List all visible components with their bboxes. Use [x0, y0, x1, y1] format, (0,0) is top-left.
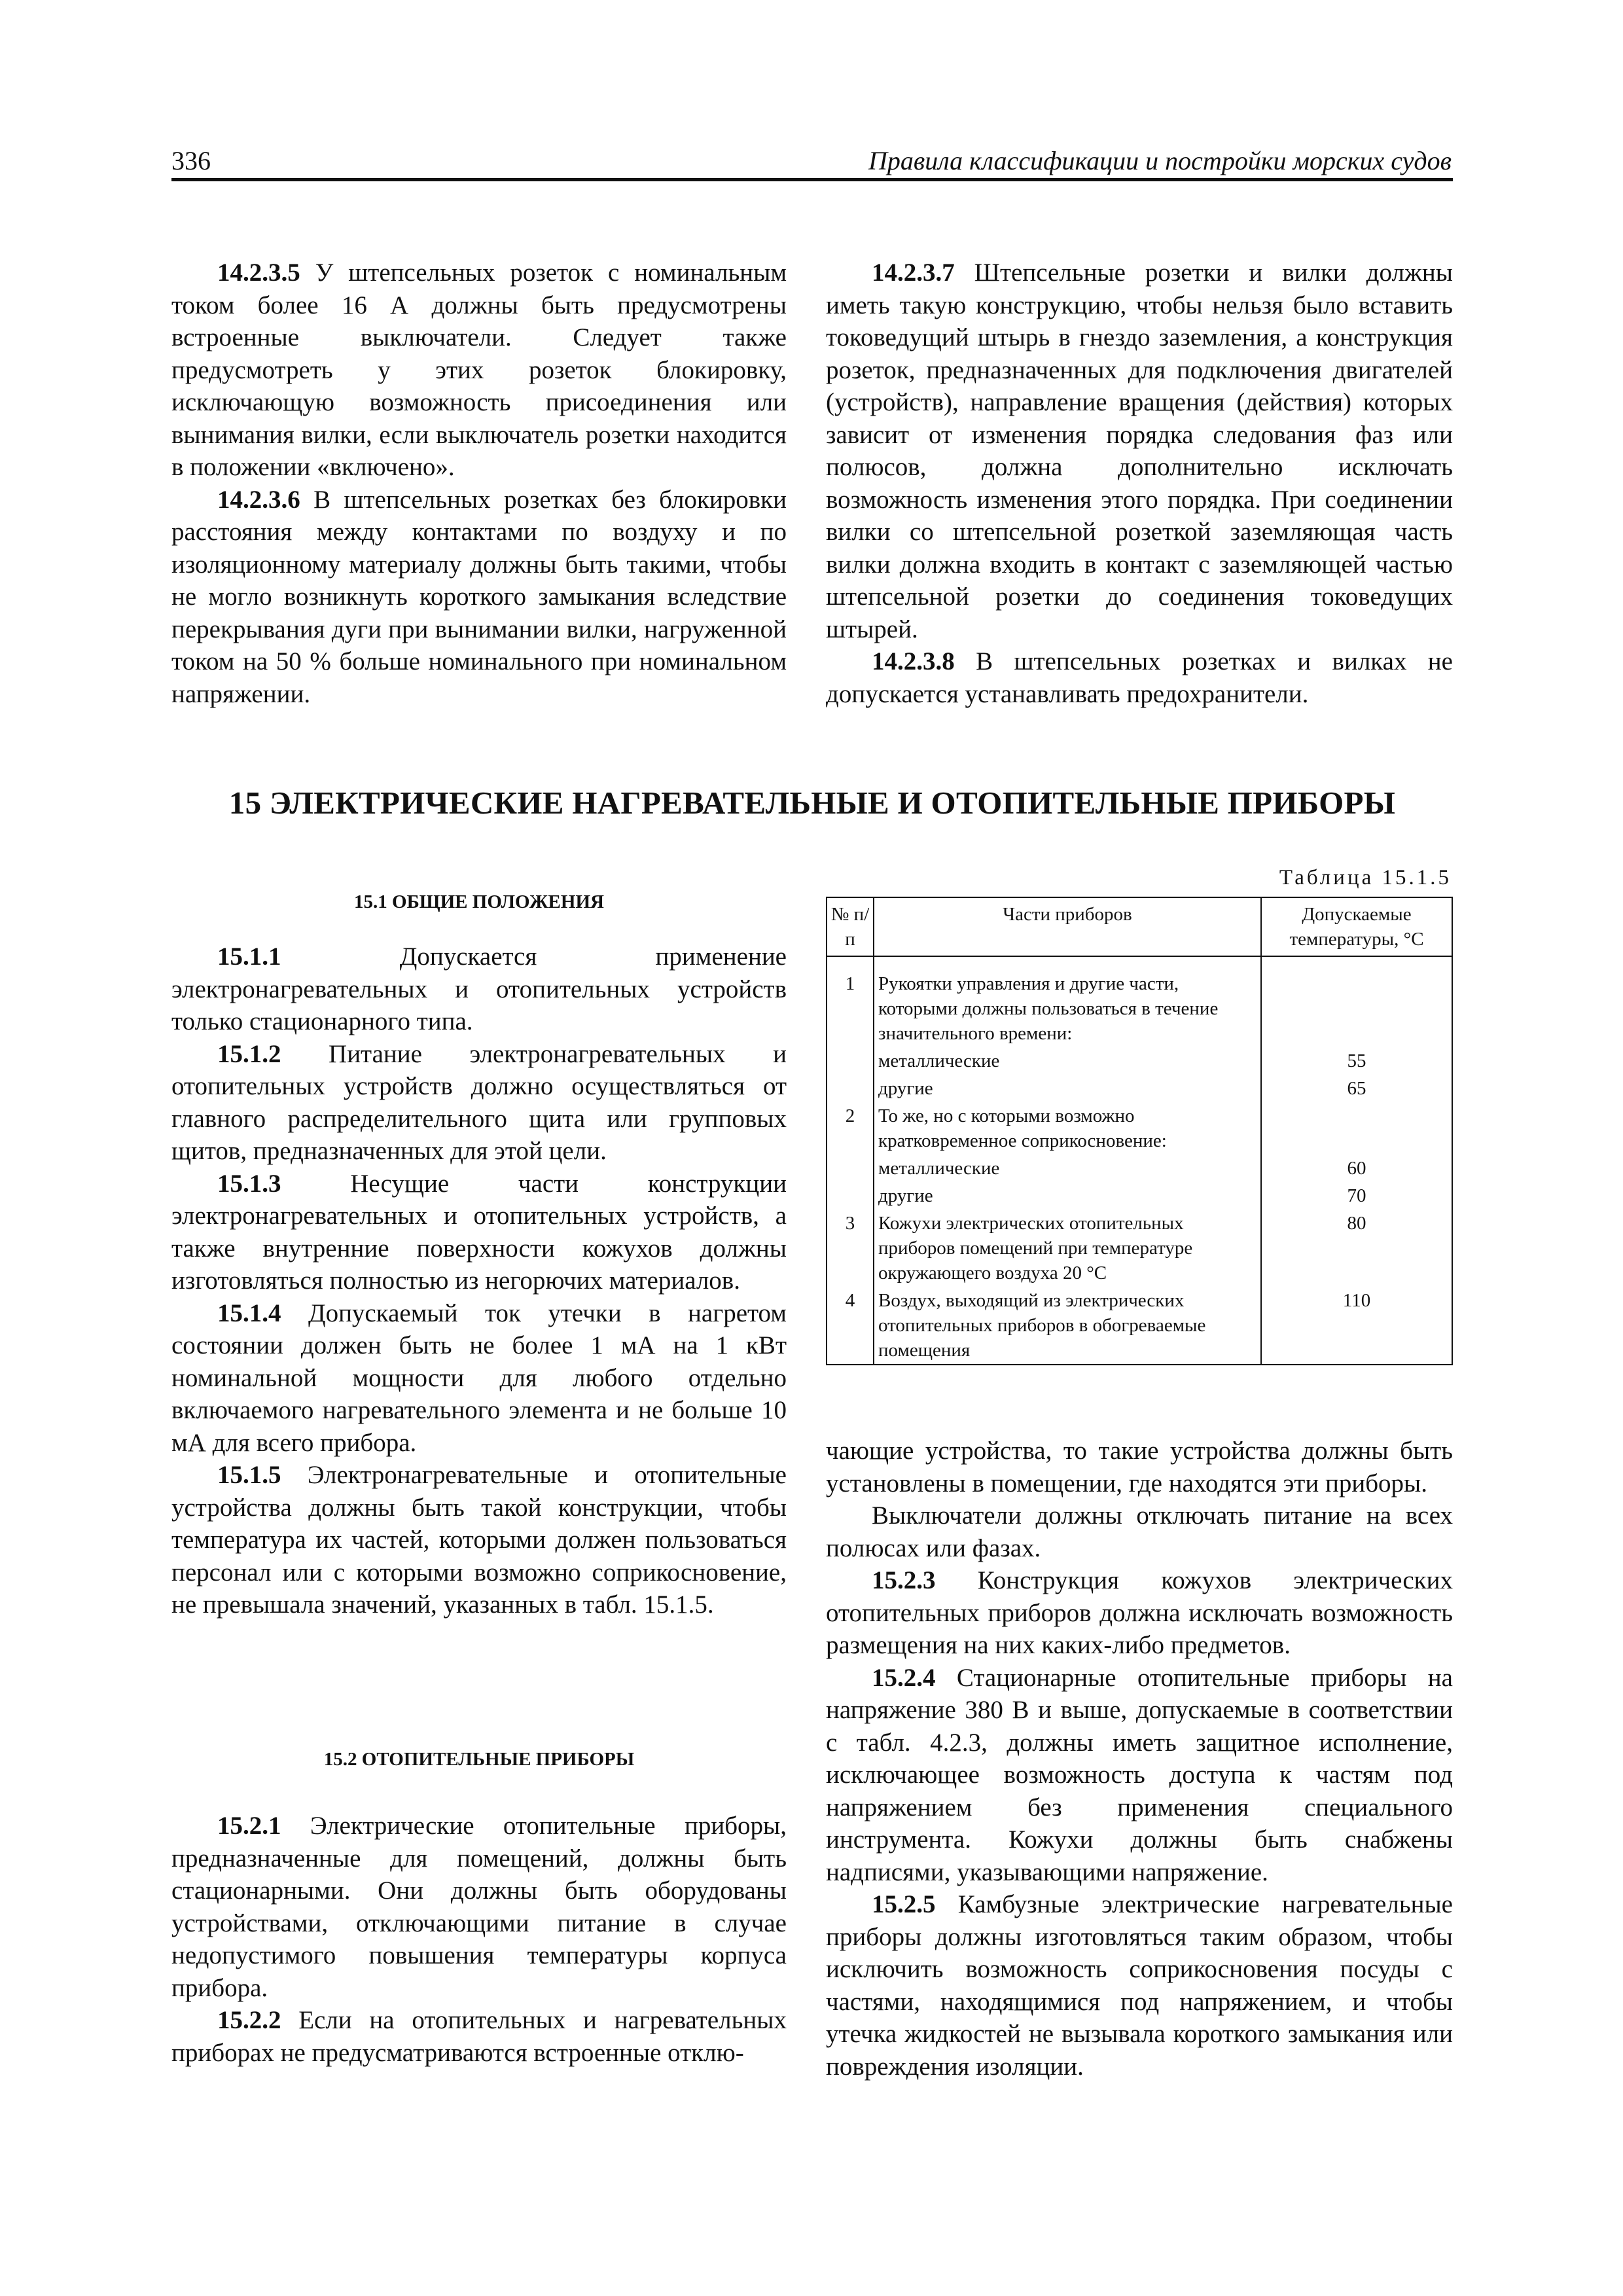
row-number: [827, 1155, 874, 1182]
table-header-row: [827, 897, 1452, 956]
clause-number: 15.2.5: [872, 1890, 936, 1918]
paragraph-text: чающие устройства, то такие устройства должны быть установлены в помещении, где находятся эти приборы.: [826, 1437, 1453, 1498]
header-rule: [171, 178, 1453, 181]
row-temperature: 110: [1261, 1287, 1452, 1365]
row-temperature: 60: [1261, 1155, 1452, 1182]
header-number: № п/п: [827, 897, 874, 956]
paragraph-text: Допускается применение электронагревательных и отопительных устройств только стационарного типа.: [171, 942, 787, 1035]
clause-number: 15.1.5: [217, 1461, 281, 1489]
paragraph-text: В штепсельных розетках и вилках не допускается устанавливать предохранители.: [826, 647, 1453, 708]
top-right-column: [826, 257, 1453, 710]
paragraph-text: Допускаемый ток утечки в нагретом состоянии должен быть не более 1 мА на 1 кВт номинальной мощности для любого отдельно включаемого нагревательного элемента и не больше 10 мА для всего прибора.: [171, 1299, 787, 1457]
paragraph-15-1-4: [171, 1297, 787, 1460]
paragraph-switches: [826, 1499, 1453, 1564]
row-part-description: другие: [874, 1182, 1261, 1210]
table-row: [827, 1047, 1452, 1075]
paragraph-text: Стационарные отопительные приборы на напряжение 380 В и выше, допускаемые в соответствии с табл. 4.2.3, должны иметь защитное исполнение, исключающее возможность доступа к частям под напряжением без применения специального инструмента. Кожухи должны быть снабжены надписями, указывающими напряжение.: [826, 1663, 1453, 1886]
header-temperature: Допускаемые температуры, °С: [1261, 897, 1452, 956]
section-15-1-body: [171, 941, 787, 1621]
clause-number: 15.1.4: [217, 1299, 281, 1327]
row-temperature: [1261, 1102, 1452, 1155]
paragraph-15-2-1: [171, 1810, 787, 2004]
table-body: [827, 956, 1452, 1365]
clause-number: 15.2.4: [872, 1663, 936, 1692]
table-row: [827, 1155, 1452, 1182]
section-title-15-1: 15.1 ОБЩИЕ ПОЛОЖЕНИЯ: [354, 891, 604, 912]
table-row: [827, 1182, 1452, 1210]
row-number: [827, 1047, 874, 1075]
row-part-description: другие: [874, 1075, 1261, 1102]
clause-number: 15.1.3: [217, 1169, 281, 1198]
table-row: [827, 956, 1452, 1047]
bottom-right-column: [826, 1435, 1453, 2083]
paragraph-14-2-3-8: [826, 645, 1453, 710]
paragraph-text: Камбузные электрические нагревательные приборы должны изготовляться таким образом, чтобы исключить возможность соприкосновения посуды с частями, находящимися под напряжением, и чтобы утечка жидкостей не вызывала короткого замыкания или повреждения изоляции.: [826, 1890, 1453, 2081]
header-parts: Части приборов: [874, 897, 1261, 956]
clause-number: 14.2.3.7: [872, 259, 955, 287]
chapter-title: 15 ЭЛЕКТРИЧЕСКИЕ НАГРЕВАТЕЛЬНЫЕ И ОТОПИТЕЛЬНЫЕ ПРИБОРЫ: [228, 785, 1396, 821]
paragraph-text: Электронагревательные и отопительные устройства должны быть такой конструкции, чтобы температура их частей, которыми должен пользоваться персонал или с которыми возможно соприкосновение, не превышала значений, указанных в табл. 15.1.5.: [171, 1461, 787, 1619]
row-part-description: Рукоятки управления и другие части, которыми должны пользоваться в течение значительного времени:: [874, 956, 1261, 1047]
paragraph-text: Выключатели должны отключать питание на всех полюсах или фазах.: [826, 1501, 1453, 1562]
row-temperature: 70: [1261, 1182, 1452, 1210]
row-part-description: То же, но с которыми возможно кратковременное соприкосновение:: [874, 1102, 1261, 1155]
row-number: 1: [827, 956, 874, 1047]
row-part-description: Кожухи электрических отопительных приборов помещений при температуре окружающего воздуха 20 °С: [874, 1210, 1261, 1287]
paragraph-text: Электрические отопительные приборы, предназначенные для помещений, должны быть стационарными. Они должны быть оборудованы устройствами, отключающими питание в случае недопустимого повышения температуры корпуса прибора.: [171, 1812, 787, 2002]
table-caption: Таблица 15.1.5: [1279, 866, 1452, 889]
paragraph-text: В штепсельных розетках без блокировки расстояния между контактами по воздуху и по изоляционному материалу должны быть такими, чтобы не могло возникнуть короткого замыкания вследствие перекрывания дуги при вынимании вилки, нагруженной током на 50 % больше номинального при номинальном напряжении.: [171, 485, 787, 708]
row-part-description: Воздух, выходящий из электрических отопительных приборов в обогреваемые помещения: [874, 1287, 1261, 1365]
clause-number: 15.2.2: [217, 2006, 281, 2034]
temperature-table: [826, 897, 1453, 1365]
paragraph-text: Несущие части конструкции электронагревательных и отопительных устройств, а также внутренние поверхности кожухов должны изготовляться полностью из негорючих материалов.: [171, 1169, 787, 1295]
row-number: 3: [827, 1210, 874, 1287]
paragraph-14-2-3-7: [826, 257, 1453, 645]
table-row: [827, 1075, 1452, 1102]
paragraph-text: Питание электронагревательных и отопительных устройств должно осуществляться от главного распределительного щита или групповых щитов, предназначенных для этой цели.: [171, 1039, 787, 1165]
row-part-description: металлические: [874, 1155, 1261, 1182]
clause-number: 14.2.3.6: [217, 485, 300, 514]
paragraph-15-2-4: [826, 1662, 1453, 1889]
paragraph-15-1-3: [171, 1168, 787, 1297]
paragraph-text: Конструкция кожухов электрических отопительных приборов должна исключать возможность размещения на них каких-либо предметов.: [826, 1566, 1453, 1659]
paragraph-15-1-2: [171, 1038, 787, 1168]
table-row: [827, 1287, 1452, 1365]
row-number: 2: [827, 1102, 874, 1155]
paragraph-15-2-2: [171, 2004, 787, 2069]
top-left-column: [171, 257, 787, 710]
running-title: Правила классификации и постройки морских судов: [868, 146, 1452, 175]
paragraph-text: Штепсельные розетки и вилки должны иметь такую конструкцию, чтобы нельзя было вставить токоведущий штырь в гнездо заземления, а конструкция розеток, предназначенных для подключения двигателей (устройств), направление вращения (действия) которых зависит от изменения порядка следования фаз или полюсов, должна дополнительно исключать возможность изменения этого порядка. При соединении вилки со штепсельной розеткой заземляющая часть вилки должна входить в контакт с заземляющей частью штепсельной розетки до соединения токоведущих штырей.: [826, 259, 1453, 643]
paragraph-text: Если на отопительных и нагревательных приборах не предусматриваются встроенные отклю-: [171, 2006, 787, 2067]
paragraph-14-2-3-6: [171, 484, 787, 711]
table-row: [827, 1210, 1452, 1287]
clause-number: 15.2.1: [217, 1812, 281, 1840]
paragraph-15-1-5: [171, 1459, 787, 1621]
paragraph-14-2-3-5: [171, 257, 787, 484]
section-15-2-body: [171, 1810, 787, 2069]
page-number: 336: [171, 146, 211, 175]
paragraph-continuation: [826, 1435, 1453, 1499]
clause-number: 14.2.3.5: [217, 259, 300, 287]
row-temperature: 80: [1261, 1210, 1452, 1287]
row-part-description: металлические: [874, 1047, 1261, 1075]
paragraph-15-2-3: [826, 1564, 1453, 1662]
row-number: [827, 1182, 874, 1210]
section-title-15-2: 15.2 ОТОПИТЕЛЬНЫЕ ПРИБОРЫ: [323, 1749, 635, 1770]
row-number: [827, 1075, 874, 1102]
row-number: 4: [827, 1287, 874, 1365]
row-temperature: 65: [1261, 1075, 1452, 1102]
table-row: [827, 1102, 1452, 1155]
clause-number: 15.1.1: [217, 942, 281, 971]
row-temperature: 55: [1261, 1047, 1452, 1075]
row-temperature: [1261, 956, 1452, 1047]
clause-number: 15.1.2: [217, 1039, 281, 1068]
paragraph-15-2-5: [826, 1888, 1453, 2083]
paragraph-15-1-1: [171, 941, 787, 1038]
clause-number: 14.2.3.8: [872, 647, 955, 675]
paragraph-text: У штепсельных розеток с номинальным током более 16 А должны быть предусмотрены встроенные выключатели. Следует также предусмотреть у этих розеток блокировку, исключающую возможность присоединения или вынимания вилки, если выключатель розетки находится в положении «включено».: [171, 259, 787, 481]
clause-number: 15.2.3: [872, 1566, 936, 1594]
